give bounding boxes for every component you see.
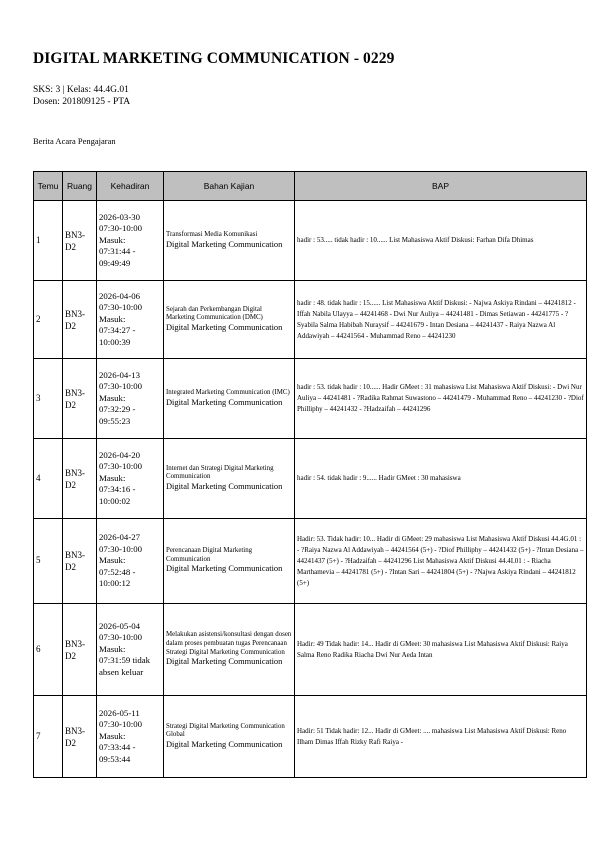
- study-material: [164, 519, 295, 604]
- subject-name: Digital Marketing Communication: [166, 739, 283, 749]
- study-material: [164, 439, 295, 519]
- attendance-time: [97, 359, 164, 439]
- course-info: SKS: 3 | Kelas: 44.4G.01: [33, 85, 129, 95]
- attendance-time: [97, 201, 164, 281]
- teaching-record-table: [33, 171, 587, 778]
- subject-name: Digital Marketing Communication: [166, 239, 283, 249]
- meeting-number: 3: [34, 359, 63, 439]
- topic-title: Integrated Marketing Communication (IMC): [166, 388, 290, 396]
- topic-title: Sejarah dan Perkembangan Digital Marketing Communication (DMC): [166, 305, 263, 322]
- attendance-line: 09:53:44: [99, 753, 131, 764]
- bap-notes: hadir : 54. tidak hadir : 9...... Hadir GMeet : 30 mahasiswa: [295, 439, 587, 519]
- column-header-ruang: Ruang: [63, 172, 97, 201]
- attendance-line: 2026-04-13: [99, 369, 141, 380]
- meeting-number: 4: [34, 439, 63, 519]
- attendance-line: 10:00:02: [99, 495, 131, 506]
- attendance-line: 07:30-10:00: [99, 719, 143, 730]
- attendance-line: Masuk:: [99, 730, 126, 741]
- meeting-number: 2: [34, 281, 63, 359]
- study-material: [164, 604, 295, 696]
- subject-name: Digital Marketing Communication: [166, 397, 283, 407]
- bap-notes: hadir : 53..... tidak hadir : 10...... List Mahasiswa Aktif Diskusi: Farhan Difa Dhimas: [295, 201, 587, 281]
- attendance-line: 07:33:44 -: [99, 742, 136, 753]
- column-header-bahan-kajian: Bahan Kajian: [164, 172, 295, 201]
- study-material: [164, 201, 295, 281]
- table-row: [34, 696, 587, 778]
- attendance-line: 07:31:59 tidak absen keluar: [99, 655, 151, 677]
- attendance-line: 07:30-10:00: [99, 543, 143, 554]
- table-row: [34, 359, 587, 439]
- room-code: BN3-D2: [63, 359, 97, 439]
- meeting-number: 6: [34, 604, 63, 696]
- subject-name: Digital Marketing Communication: [166, 322, 283, 332]
- section-heading: Berita Acara Pengajaran: [33, 136, 116, 146]
- subject-name: Digital Marketing Communication: [166, 657, 283, 667]
- attendance-line: 10:00:12: [99, 578, 131, 589]
- attendance-line: 09:49:49: [99, 257, 131, 268]
- table-row: [34, 201, 587, 281]
- room-code: BN3-D2: [63, 201, 97, 281]
- table-row: [34, 604, 587, 696]
- table-row: [34, 519, 587, 604]
- attendance-line: Masuk:: [99, 472, 126, 483]
- attendance-line: 10:00:39: [99, 336, 131, 347]
- attendance-time: [97, 519, 164, 604]
- lecturer-info: Dosen: 201809125 - PTA: [33, 97, 131, 107]
- attendance-line: 2026-05-11: [99, 707, 140, 718]
- attendance-line: Masuk:: [99, 555, 126, 566]
- bap-notes: Hadir: 51 Tidak hadir: 12... Hadir di GMeet: .... mahasiswa List Mahasiswa Aktif Diskusi: Reno Ilham Dimas Iffah Rizky Rafi Raiya -: [295, 696, 587, 778]
- bap-notes: hadir : 53. tidak hadir : 10...... Hadir GMeet : 31 mahasiswa List Mahasiswa Aktif Diskusi: - Dwi Nur Auliya – 44241481 - ?Radika Rahmat Suwastono – 44241479 - Muhammad Reno – 44241230 - ?Diof Philliphy – 44241432 - ?Hadzaifah – 44241296: [295, 359, 587, 439]
- attendance-line: 07:30-10:00: [99, 632, 143, 643]
- topic-title: Melakukan asistensi/konsultasi dengan dosen dalam proses pembuatan tugas Perencanaan Strategi Digital Marketing Communication: [166, 631, 292, 656]
- attendance-line: Masuk:: [99, 234, 126, 245]
- attendance-line: Masuk:: [99, 392, 126, 403]
- meeting-number: 7: [34, 696, 63, 778]
- document-title: DIGITAL MARKETING COMMUNICATION - 0229: [33, 50, 395, 67]
- column-header-bap: BAP: [295, 172, 587, 201]
- attendance-line: 07:30-10:00: [99, 461, 143, 472]
- attendance-line: 07:34:16 -: [99, 484, 136, 495]
- room-code: BN3-D2: [63, 604, 97, 696]
- attendance-line: 07:34:27 -: [99, 325, 136, 336]
- attendance-line: 07:31:44 -: [99, 246, 136, 257]
- study-material: [164, 359, 295, 439]
- bap-notes: hadir : 48. tidak hadir : 15...... List Mahasiswa Aktif Diskusi: - Najwa Askiya Rindani – 44241812 - Iffah Nabila Ulayya – 44241468 - Dwi Nur Auliya – 44241481 - Dimas Setiawan - 44241775 - ?Syabila Salma Habibah Nuraysif – 44241679 - Intan Desiana – 44241437 - Raiya Nazwa Al Addawiyah – 44241564 - Muhammad Reno – 44241230: [295, 281, 587, 359]
- bap-notes: Hadir: 49 Tidak hadir: 14... Hadir di GMeet: 30 mahasiswa List Mahasiswa Aktif Diskusi: Raiya Salma Reno Radika Riacha Dwi Nur Aeda Intan: [295, 604, 587, 696]
- attendance-line: 2026-04-06: [99, 290, 141, 301]
- attendance-line: 2026-03-30: [99, 211, 141, 222]
- attendance-time: [97, 439, 164, 519]
- attendance-line: 07:30-10:00: [99, 302, 143, 313]
- attendance-time: [97, 696, 164, 778]
- attendance-line: 2026-05-04: [99, 620, 141, 631]
- table-row: [34, 281, 587, 359]
- attendance-line: 2026-04-20: [99, 449, 141, 460]
- room-code: BN3-D2: [63, 696, 97, 778]
- bap-notes: Hadir: 53. Tidak hadir: 10... Hadir di GMeet: 29 mahasiswa List Mahasiswa Aktif Diskusi 44.4G.01 : - ?Raiya Nazwa Al Addawiyah – 44241564 (5+) - ?Diof Philliphy – 44241432 (5+) - ?Intan Desiana – 44241437 (5+) - ?Hadzaifah – 44241296 List Mahasiswa Aktif Diskusi 44.4I.01 : - Riacha Marthamevia – 44241781 (5+) - ?Intan Sari – 44241804 (5+) - ?Najwa Askiya Rindani – 44241812 (5+): [295, 519, 587, 604]
- subject-name: Digital Marketing Communication: [166, 481, 283, 491]
- study-material: [164, 696, 295, 778]
- attendance-time: [97, 281, 164, 359]
- table-header-row: [34, 172, 587, 201]
- attendance-line: Masuk:: [99, 313, 126, 324]
- topic-title: Transformasi Media Komunikasi: [166, 230, 258, 238]
- attendance-line: 07:32:29 -: [99, 404, 136, 415]
- attendance-line: 2026-04-27: [99, 532, 141, 543]
- room-code: BN3-D2: [63, 439, 97, 519]
- attendance-line: Masuk:: [99, 643, 126, 654]
- column-header-kehadiran: Kehadiran: [97, 172, 164, 201]
- topic-title: Strategi Digital Marketing Communication Global: [166, 722, 285, 739]
- study-material: [164, 281, 295, 359]
- room-code: BN3-D2: [63, 281, 97, 359]
- topic-title: Perencanaan Digital Marketing Communication: [166, 547, 253, 563]
- attendance-line: 07:30-10:00: [99, 223, 143, 234]
- attendance-time: [97, 604, 164, 696]
- subject-name: Digital Marketing Communication: [166, 564, 283, 574]
- meeting-number: 5: [34, 519, 63, 604]
- attendance-line: 09:55:23: [99, 415, 131, 426]
- meeting-number: 1: [34, 201, 63, 281]
- attendance-line: 07:52:48 -: [99, 566, 136, 577]
- table-row: [34, 439, 587, 519]
- attendance-line: 07:30-10:00: [99, 381, 143, 392]
- room-code: BN3-D2: [63, 519, 97, 604]
- column-header-temu: Temu: [34, 172, 63, 201]
- topic-title: Internet dan Strategi Digital Marketing Communication: [166, 464, 274, 481]
